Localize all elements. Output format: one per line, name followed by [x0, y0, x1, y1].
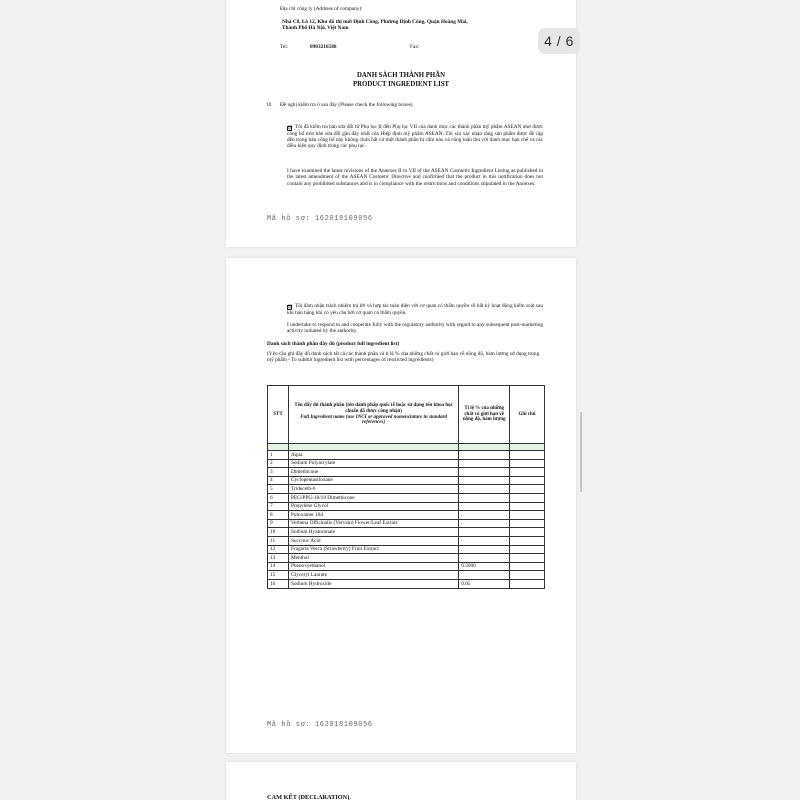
cell-note	[510, 562, 545, 571]
cell-note	[510, 579, 545, 588]
table-row	[268, 562, 545, 571]
cell-stt: 4	[268, 476, 289, 485]
cell-note	[510, 571, 545, 580]
table-spacer-row	[268, 444, 545, 451]
document-page-4	[226, 258, 576, 753]
cell-note	[510, 485, 545, 494]
checkbox-icon: ☑	[288, 304, 293, 310]
table-row	[268, 476, 545, 485]
table-header-row	[268, 386, 545, 444]
cell-name: Sodium Polyacrylate	[288, 459, 458, 468]
cell-stt: 12	[268, 545, 289, 554]
cell-note	[510, 528, 545, 537]
cell-pct	[459, 476, 510, 485]
cell-stt: 3	[268, 468, 289, 477]
cell-name: Aqua	[288, 451, 458, 460]
table-row	[268, 519, 545, 528]
cell-stt: 2	[268, 459, 289, 468]
cell-name: Cyclopentasiloxane	[288, 476, 458, 485]
header-stt: STT	[268, 386, 289, 444]
cell-name: Sodium Hyaluronate	[288, 528, 458, 537]
cell-pct	[459, 511, 510, 520]
cell-name: Phenoxyethanol	[288, 562, 458, 571]
document-page-3	[226, 0, 576, 247]
cell-name: Succinic Acid	[288, 536, 458, 545]
cell-pct	[459, 519, 510, 528]
cell-note	[510, 459, 545, 468]
responsibility-vi: ☑ Tôi đảm nhận trách nhiệm trả lời và hợp tác toàn diện với cơ quan có thẩm quyền về bất kỳ hoạt động kiểm soát sau khi bán hàng khi có yêu cầu bởi cơ quan có thẩm quyền.	[287, 303, 543, 316]
ingredient-table	[267, 385, 545, 589]
cell-stt: 5	[268, 485, 289, 494]
cell-note	[510, 519, 545, 528]
table-row	[268, 528, 545, 537]
cell-name: Menthol	[288, 554, 458, 563]
cell-note	[510, 493, 545, 502]
ingredient-list-heading: Danh sách thành phần đầy đủ (product full ingredient list)	[267, 341, 400, 347]
title-vi: DANH SÁCH THÀNH PHẦN	[356, 72, 446, 79]
responsibility-en: I undertake to respond to and cooperate fully with the regulatory authority with regard to any subsequent post-marketing activity initiated by the authority.	[287, 322, 543, 335]
cell-pct	[459, 528, 510, 537]
cell-name: Dimethicone	[288, 468, 458, 477]
cell-stt: 13	[268, 554, 289, 563]
cell-stt: 6	[268, 493, 289, 502]
ingredient-list-note: (Yêu cầu ghi đầy đủ danh sách tất cả các thành phần và tỉ lệ % của những chất có giới hạn về nồng độ, hàm lượng sử dụng trong mỹ phẩm - To submit ingredient list with percentages of restricted ingredients)	[267, 351, 540, 364]
cell-stt: 15	[268, 571, 289, 580]
address-line-1: Nhà C8, Lô 12, Khu đô thị mới Định Công, Phường Định Công, Quận Hoàng Mai,	[282, 19, 468, 25]
item-text: Đề nghị kiểm tra ô sau đây (Please check the following boxes)	[280, 102, 413, 108]
table-row	[268, 571, 545, 580]
table-row	[268, 468, 545, 477]
cell-name: Glyceryl Laurate	[288, 571, 458, 580]
cell-pct	[459, 485, 510, 494]
table-row	[268, 554, 545, 563]
cell-name: Propylene Glycol	[288, 502, 458, 511]
cell-pct	[459, 451, 510, 460]
title-en: PRODUCT INGREDIENT LIST	[352, 81, 450, 88]
cell-stt: 8	[268, 511, 289, 520]
cell-name: Verbena Officinalis (Vervain) Flower/Leaf Extract	[288, 519, 458, 528]
cell-pct	[459, 468, 510, 477]
cell-stt: 16	[268, 579, 289, 588]
cell-name: PEG/PPG-18/18 Dimethicone	[288, 493, 458, 502]
table-row	[268, 545, 545, 554]
cell-pct	[459, 545, 510, 554]
tel-value: 0903216588	[310, 44, 337, 50]
cell-pct	[459, 554, 510, 563]
cell-stt: 7	[268, 502, 289, 511]
cell-name: Sodium Hydroxide	[288, 579, 458, 588]
cell-note	[510, 545, 545, 554]
cell-name: Fragaria Vesca (Strawberry) Fruit Extract	[288, 545, 458, 554]
cell-note	[510, 502, 545, 511]
cell-stt: 9	[268, 519, 289, 528]
cell-stt: 14	[268, 562, 289, 571]
header-note: Ghi chú	[510, 386, 545, 444]
cell-pct	[459, 571, 510, 580]
address-line-2: Thành Phố Hà Nội, Việt Nam	[282, 25, 349, 31]
header-percent: Tỉ lệ % của những chất có giới hạn về nồng độ, hàm lượng	[459, 386, 510, 444]
cell-pct	[459, 502, 510, 511]
table-row	[268, 485, 545, 494]
table-row	[268, 536, 545, 545]
address-label: Địa chỉ công ty (Address of company):	[280, 6, 363, 12]
table-row	[268, 511, 545, 520]
declaration-heading: CAM KẾT (DECLARATION)	[267, 794, 350, 800]
declaration-vi: ☑ Tôi đã kiểm tra bản sửa đổi từ Phụ lục II đến Phụ lục VII của danh mục các thành phần mỹ phẩm ASEAN như được công bố trên bản sửa đổi gần đây nhất của Hiệp định mỹ phẩm ASEAN. Tôi xin xác nhận rằng sản phẩm được đề cập đến trong bản công bố này không chứa bất cứ một thành phần bị cấm nào và cũng tuân thủ với danh mục hạn chế và các điều kiện quy định trong các phụ lục.	[287, 124, 543, 150]
cell-note	[510, 554, 545, 563]
table-row	[268, 459, 545, 468]
cell-stt: 11	[268, 536, 289, 545]
cell-stt: 1	[268, 451, 289, 460]
table-row	[268, 493, 545, 502]
cell-pct	[459, 459, 510, 468]
cell-name: Trideceth-6	[288, 485, 458, 494]
cell-pct: 0.5000	[459, 562, 510, 571]
table-row	[268, 451, 545, 460]
header-ingredient-name: Tên đầy đủ thành phần (tên danh pháp quốc tế hoặc sử dụng tên khoa học chuẩn đã được công nhận) Full Ingredient name (use INCI or approved nomenclature in standard references)	[288, 386, 458, 444]
item-number: 10.	[266, 102, 273, 108]
table-row	[268, 502, 545, 511]
cell-pct	[459, 493, 510, 502]
fax-label: Fax:	[410, 44, 420, 50]
cell-pct	[459, 536, 510, 545]
cell-note	[510, 511, 545, 520]
vertical-scrollbar[interactable]	[580, 412, 582, 492]
document-page-5	[226, 762, 576, 800]
cell-note	[510, 451, 545, 460]
dossier-number: Mã hồ sơ: 162018109056	[267, 721, 373, 729]
dossier-number: Mã hồ sơ: 162018109056	[267, 215, 373, 223]
cell-stt: 10	[268, 528, 289, 537]
tel-label: Tel:	[280, 44, 289, 50]
checkbox-icon: ☑	[288, 125, 293, 131]
cell-note	[510, 476, 545, 485]
cell-pct: 0.05	[459, 579, 510, 588]
table-row	[268, 579, 545, 588]
declaration-en: I have examined the latest revisions of the Annexes II to VII of the ASEAN Cosmetic Ingredient Listing as published in the latest amendment of the ASEAN Cosmetic Directive and confirmed that the product in this notification does not contain any prohibited substances and is in compliance with the restrictions and conditions stipulated in the Annexes.	[287, 168, 543, 187]
cell-name: Poloxamer 184	[288, 511, 458, 520]
cell-note	[510, 536, 545, 545]
cell-note	[510, 468, 545, 477]
page-counter-badge: 4 / 6	[538, 28, 580, 54]
